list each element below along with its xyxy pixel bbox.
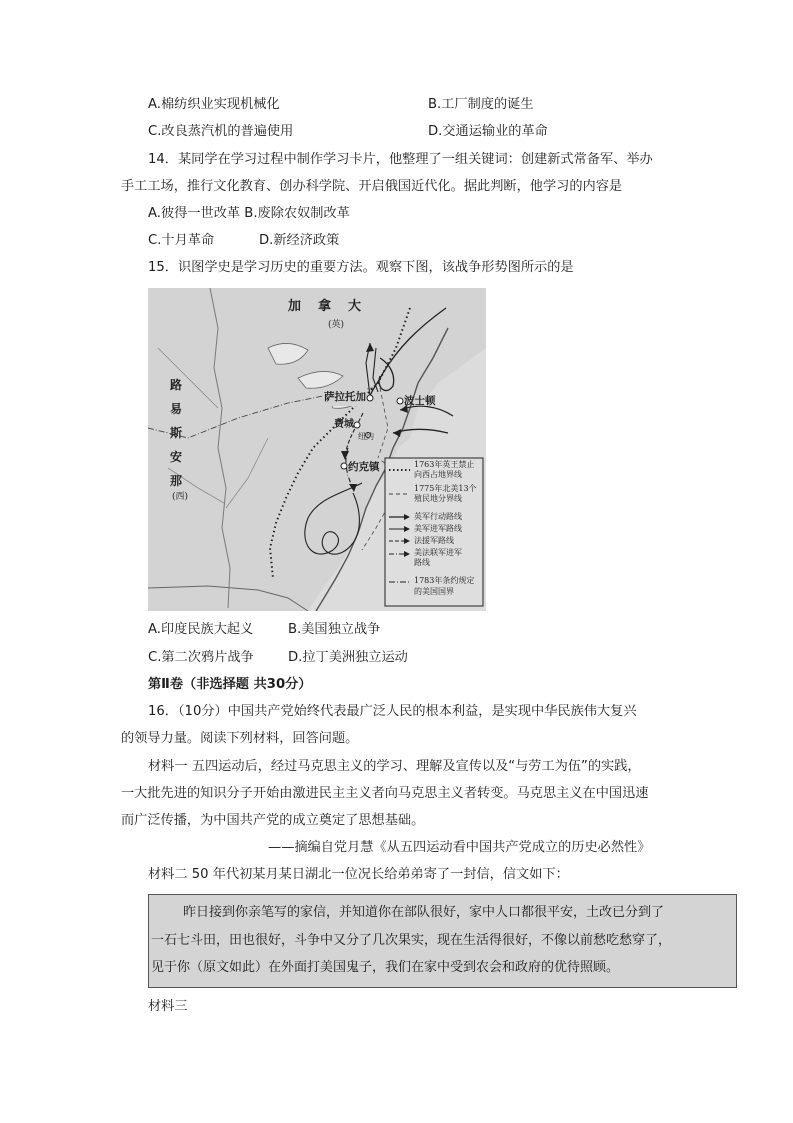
- map-label-louisiana-sub: (西): [172, 492, 189, 502]
- map-label-saratoga: 萨拉托加: [324, 388, 366, 406]
- legend-text-9: 路线: [414, 558, 430, 567]
- q14-stem-line1: 14．某同学在学习过程中制作学习卡片，他整理了一组关键词：创建新式常备军、举办: [148, 152, 653, 167]
- q15-option-c: C.第二次鸦片战争: [148, 650, 254, 665]
- legend-text-5: 英军行动路线: [414, 512, 462, 521]
- q15-stem: 15．识图学史是学习历史的重要方法。观察下图，该战争形势图所示的是: [148, 260, 574, 275]
- q16-material1-line3: 而广泛传播，为中国共产党的成立奠定了思想基础。: [121, 813, 425, 828]
- q14-option-ab: A.彼得一世改革 B.废除农奴制改革: [148, 206, 350, 221]
- legend-text-4: 殖民地分界线: [414, 494, 462, 503]
- q16-stem-line1: 16．（10分）中国共产党始终代表最广泛人民的根本利益，是实现中华民族伟大复兴: [148, 704, 637, 719]
- q16-material2-intro: 材料二 50 年代初某月某日湖北一位况长给弟弟寄了一封信，信文如下：: [148, 867, 569, 882]
- legend-text-7: 法援军路线: [414, 536, 454, 545]
- map-label-canada: 加 拿 大: [288, 299, 364, 314]
- q16-material1-line1: 材料一 五四运动后，经过马克思主义的学习、理解及宣传以及“与劳工为伍”的实践，: [148, 759, 641, 774]
- q15-option-a: A.印度民族大起义: [148, 622, 254, 637]
- letter-line1: 昨日接到你亲笔写的家信，并知道你在部队很好，家中人口都很平安，土改已分到了: [183, 905, 665, 920]
- q13-option-d: D.交通运输业的革命: [428, 124, 548, 139]
- legend-text-11: 的美国国界: [414, 587, 454, 596]
- q15-option-b: B.美国独立战争: [288, 622, 381, 637]
- q14-option-d: D.新经济政策: [259, 233, 340, 248]
- map-label-philadelphia: 费城: [334, 419, 354, 430]
- map-label-new-york: 纽约: [358, 432, 374, 441]
- legend-text-6: 美军进军路线: [414, 524, 462, 533]
- map-label-louisiana-4: 安: [170, 450, 183, 464]
- legend-text-3: 1775年北美13个: [414, 484, 477, 493]
- map-label-canada-sub: (英): [328, 320, 345, 330]
- map-graphic: [148, 288, 486, 611]
- map-label-boston: 波士顿: [404, 395, 436, 407]
- q13-option-a: A.棉纺织业实现机械化: [148, 97, 280, 112]
- legend-text-8: 美法联军进军: [414, 548, 462, 557]
- letter-line3: 见于你（原文如此）在外面打美国鬼子，我们在家中受到农会和政府的优待照顾。: [151, 960, 620, 975]
- map-label-louisiana-2: 易: [170, 402, 183, 416]
- q16-material1-source: ——摘编自党月慧《从五四运动看中国共产党成立的历史必然性》: [268, 840, 651, 855]
- q16-material3-label: 材料三: [148, 999, 188, 1014]
- map-label-louisiana-3: 斯: [170, 426, 183, 440]
- letter-box: [148, 894, 737, 988]
- legend-text-2: 向西占地界线: [414, 470, 462, 479]
- legend-text-10: 1783年条约规定: [414, 576, 475, 585]
- q16-stem-line2: 的领导力量。阅读下列材料，回答问题。: [121, 731, 359, 746]
- q13-option-b: B.工厂制度的诞生: [428, 97, 534, 112]
- war-situation-map: [148, 288, 486, 611]
- map-label-louisiana-5: 那: [170, 474, 183, 488]
- part2-heading: 第Ⅱ卷（非选择题 共30分）: [148, 677, 312, 692]
- q14-stem-line2: 手工工场，推行文化教育、创办科学院、开启俄国近代化。据此判断，他学习的内容是: [121, 179, 623, 194]
- map-label-louisiana-1: 路: [170, 378, 183, 392]
- map-label-yorktown: 约克镇: [348, 458, 380, 476]
- q16-material1-line2: 一大批先进的知识分子开始由激进民主主义者向马克思主义者转变。马克思主义在中国迅速: [121, 786, 649, 801]
- letter-line2: 一石七斗田，田也很好，斗争中又分了几次果实，现在生活得很好，不像以前愁吃愁穿了，: [151, 933, 672, 948]
- q14-option-c: C.十月革命: [148, 233, 215, 248]
- legend-text-1: 1763年英王禁止: [414, 460, 475, 469]
- q13-option-c: C.改良蒸汽机的普遍使用: [148, 124, 294, 139]
- q15-option-d: D.拉丁美洲独立运动: [288, 650, 408, 665]
